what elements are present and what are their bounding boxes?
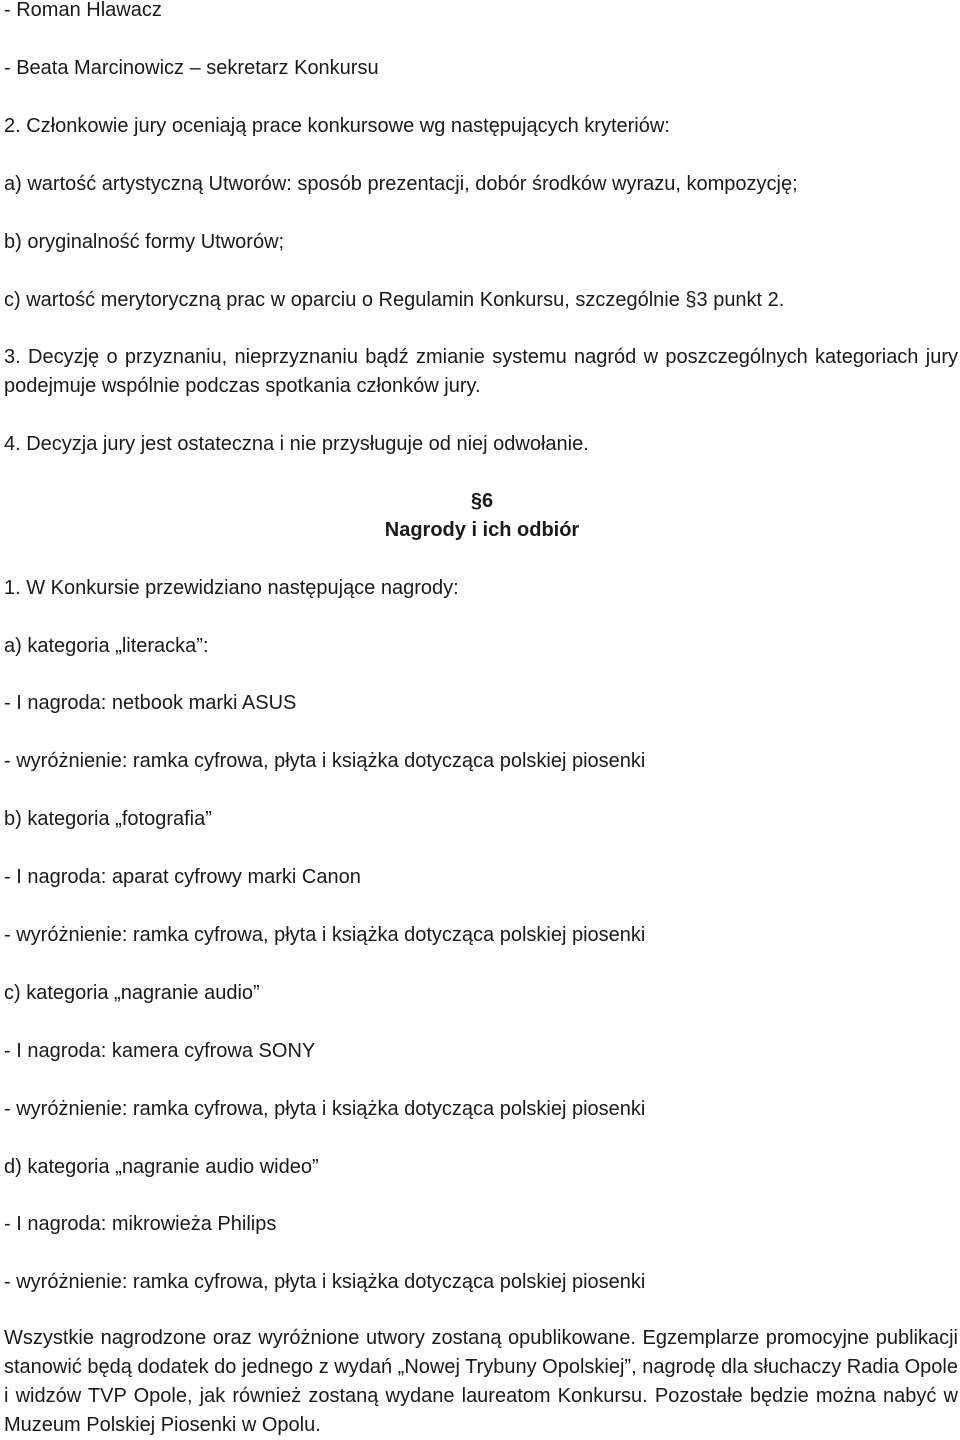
criteria-item: c) wartość merytoryczną prac w oparciu o Regulamin Konkursu, szczególnie §3 punkt 2. xyxy=(4,289,785,311)
first-prize-line: - I nagroda: kamera cyfrowa SONY xyxy=(4,1040,316,1062)
distinction-line: - wyróżnienie: ramka cyfrowa, płyta i książka dotycząca polskiej piosenki xyxy=(4,750,646,772)
prizes-intro: 1. W Konkursie przewidziano następujące nagrody: xyxy=(4,577,459,599)
criteria-intro: 2. Członkowie jury oceniają prace konkursowe wg następujących kryteriów: xyxy=(4,115,670,137)
jury-member-line: - Beata Marcinowicz – sekretarz Konkursu xyxy=(4,57,379,79)
jury-member-line: - Roman Hlawacz xyxy=(4,0,162,21)
category-heading: a) kategoria „literacka”: xyxy=(4,635,209,657)
first-prize-line: - I nagroda: netbook marki ASUS xyxy=(4,692,297,714)
section-title: Nagrody i ich odbiór xyxy=(384,519,580,541)
distinction-line: - wyróżnienie: ramka cyfrowa, płyta i książka dotycząca polskiej piosenki xyxy=(4,924,646,946)
closing-paragraph: Wszystkie nagrodzone oraz wyróżnione utwory zostaną opublikowane. Egzemplarze promocyjne publikacji stanowić będą dodatek do jednego z wydań „Nowej Trybuny Opolskiej”, nagrodę dla słuchaczy Radia Opole i widzów TVP Opole, jak również zostaną wydane laureatom Konkursu. Pozostałe będzie można nabyć w Muzeum Polskiej Piosenki w Opolu. xyxy=(4,1327,958,1436)
first-prize-line: - I nagroda: mikrowieża Philips xyxy=(4,1213,277,1235)
category-heading: b) kategoria „fotografia” xyxy=(4,808,212,830)
distinction-line: - wyróżnienie: ramka cyfrowa, płyta i książka dotycząca polskiej piosenki xyxy=(4,1271,646,1293)
distinction-line: - wyróżnienie: ramka cyfrowa, płyta i książka dotycząca polskiej piosenki xyxy=(4,1098,646,1120)
category-heading: d) kategoria „nagranie audio wideo” xyxy=(4,1156,319,1178)
first-prize-line: - I nagroda: aparat cyfrowy marki Canon xyxy=(4,866,361,888)
section-number: §6 xyxy=(470,490,494,512)
jury-decision-paragraph: 3. Decyzję o przyznaniu, nieprzyznaniu bądź zmianie systemu nagród w poszczególnych kategoriach jury podejmuje wspólnie podczas spotkania członków jury. xyxy=(4,346,958,397)
category-heading: c) kategoria „nagranie audio” xyxy=(4,982,260,1004)
criteria-item: a) wartość artystyczną Utworów: sposób prezentacji, dobór środków wyrazu, kompozycję; xyxy=(4,173,798,195)
jury-final-decision: 4. Decyzja jury jest ostateczna i nie przysługuje od niej odwołanie. xyxy=(4,433,589,455)
criteria-item: b) oryginalność formy Utworów; xyxy=(4,231,285,253)
